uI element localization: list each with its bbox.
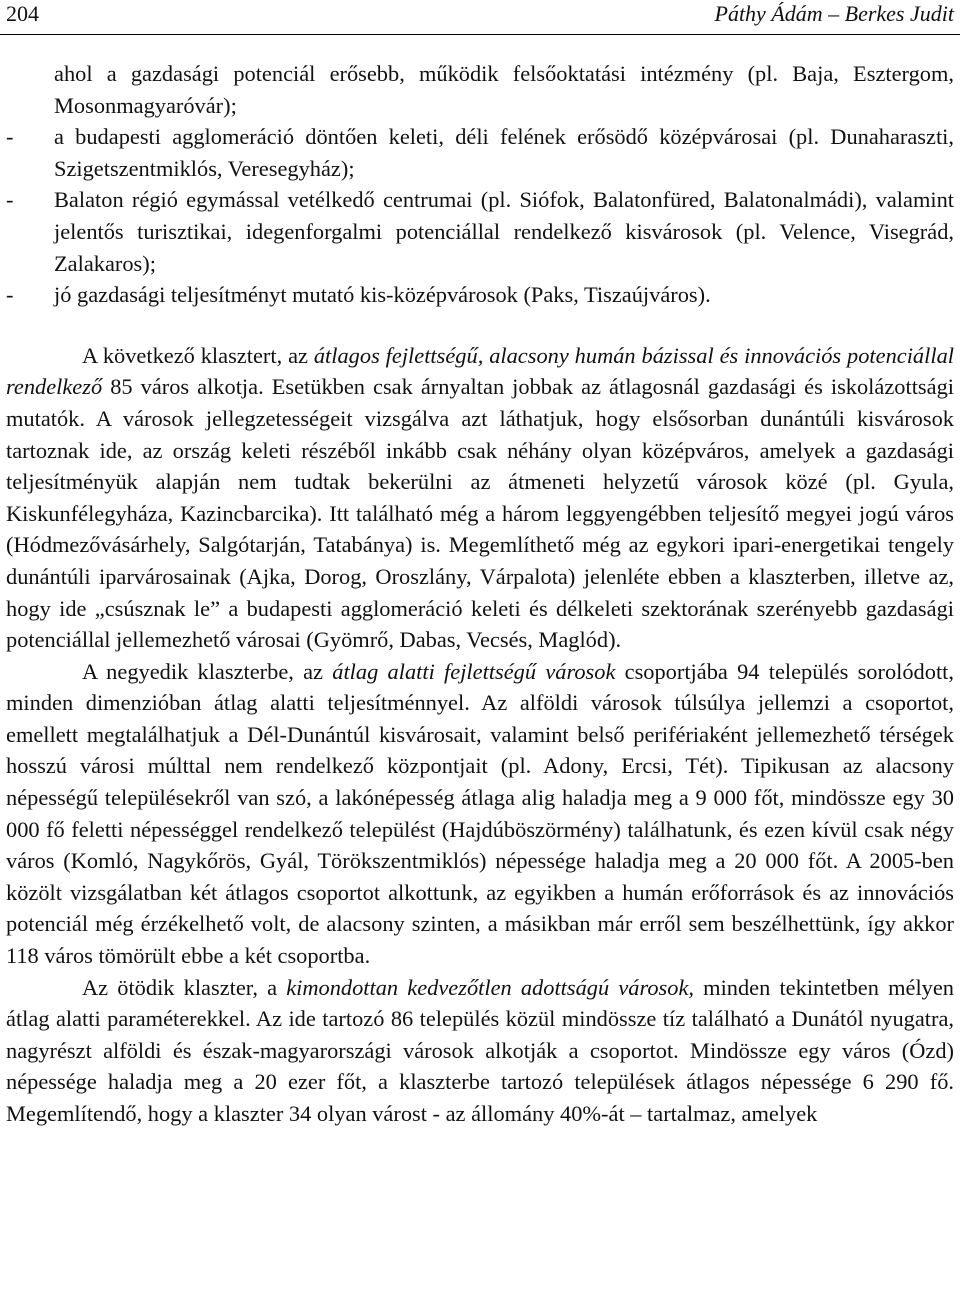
running-head: Páthy Ádám – Berkes Judit: [714, 1, 954, 26]
list-item-text: a budapesti agglomeráció döntően keleti, déli felének erősödő középvárosai (pl. Dunaharaszti, Szigetszentmiklós, Veresegyház);: [54, 124, 954, 181]
list-item: [6, 184, 954, 279]
paragraph: [6, 972, 954, 1130]
paragraph-text: 85 város alkotja. Esetükben csak árnyaltan jobbak az átlagosnál gazdasági és iskolázottsági mutatók. A városok jellegzetességeit vizsgálva azt láthatjuk, hogy elsősorban dunántúli kisvárosok tartoznak ide, az ország keleti részéből inkább csak néhány olyan középváros, amelyek a gazdasági teljesítményük alapján nem tudtak bekerülni az átmeneti helyzetű városok közé (pl. Gyula, Kiskunfélegyháza, Kazincbarcika). Itt található még a három leggyengébben teljesítő megyei jogú város (Hódmezővásárhely, Salgótarján, Tatabánya) is. Megemlíthető még az egykori ipari-energetikai tengely dunántúli iparvárosainak (Ajka, Dorog, Oroszlány, Várpalota) jelenléte ebben a klaszterben, illetve az, hogy ide „csúsznak le” a budapesti agglomeráció keleti és délkeleti szektorának szerényebb gazdasági potenciállal jellemezhető városai (Gyömrő, Dabas, Vecsés, Maglód).: [6, 374, 954, 653]
page-number: 204: [6, 1, 39, 26]
paragraph-text: Az ötödik klaszter, a: [82, 974, 287, 1000]
dash-marker: -: [6, 124, 14, 150]
list-continuation: ahol a gazdasági potenciál erősebb, működik felsőoktatási intézmény (pl. Baja, Esztergom, Mosonmagyaróvár);: [54, 61, 954, 118]
dash-marker: -: [6, 282, 14, 308]
list-item: [6, 121, 954, 184]
paragraph-text: A következő klasztert, az: [82, 342, 314, 368]
paragraph-emphasis: átlag alatti fejlettségű városok: [332, 658, 616, 684]
paragraph-text: minden tekintetben mélyen átlag alatti paraméterekkel. Az ide tartozó 86 település közül mindössze tíz található a Dunától nyugatra, nagyrészt alföldi és észak-magyarországi városok alkotják a csoportot. Mindössze egy város (Ózd) népessége haladja meg a 20 ezer főt, a klaszterbe tartozó települések átlagos népessége 6 290 fő. Megemlítendő, hogy a klaszter 34 olyan várost - az állomány 40%-át – tartalmaz, amelyek: [6, 974, 954, 1126]
paragraph: [6, 340, 954, 656]
list-item: [6, 279, 954, 311]
dash-marker: -: [6, 187, 14, 213]
paragraph-text: csoportjába 94 település sorolódott, minden dimenzióban átlag alatti teljesítménnyel. Az alföldi városok túlsúlya jellemzi a csoportot, emellett megtalálhatjuk a Dél-Dunántúl kisvárosait, valamint belső perifériaként jellemezhető térségek hosszú városi múlttal nem rendelkező központjait (pl. Adony, Ercsi, Tét). Tipikusan az alacsony népességű településekről van szó, a lakónépesség átlaga alig haladja meg a 9 000 főt, mindössze egy 30 000 fő feletti népességgel rendelkező települést (Hajdúböszörmény) találhatunk, és ezen kívül csak négy város (Komló, Nagykőrös, Gyál, Törökszentmiklós) népessége haladja meg a 20 000 főt. A 2005-ben közölt vizsgálatban két átlagos csoportot alkottunk, az egyikben a humán erőforrások és az innovációs potenciál még érzékelhető volt, de alacsony szinten, a másikban már erről sem beszélhettünk, így akkor 118 város tömörült ebbe a két csoportba.: [6, 658, 954, 969]
paragraph-text: A negyedik klaszterbe, az: [82, 658, 333, 684]
paragraph-emphasis: kimondottan kedvezőtlen adottságú városok,: [286, 974, 694, 1000]
list-item-text: jó gazdasági teljesítményt mutató kis-középvárosok (Paks, Tiszaújváros).: [54, 282, 711, 308]
list-item-text: Balaton régió egymással vetélkedő centrumai (pl. Siófok, Balatonfüred, Balatonalmádi), valamint jelentős turisztikai, idegenforgalmi potenciállal rendelkező kisvárosok (pl. Velence, Visegrád, Zalakaros);: [54, 187, 954, 276]
paragraph: [6, 656, 954, 972]
header-rule: [0, 34, 960, 35]
body-text: [6, 58, 954, 1130]
page-header: [0, 0, 960, 36]
paragraph-emphasis: átlagos fejlettségű, alacsony humán bázissal és innovációs potenciállal rendelkező: [6, 342, 954, 400]
